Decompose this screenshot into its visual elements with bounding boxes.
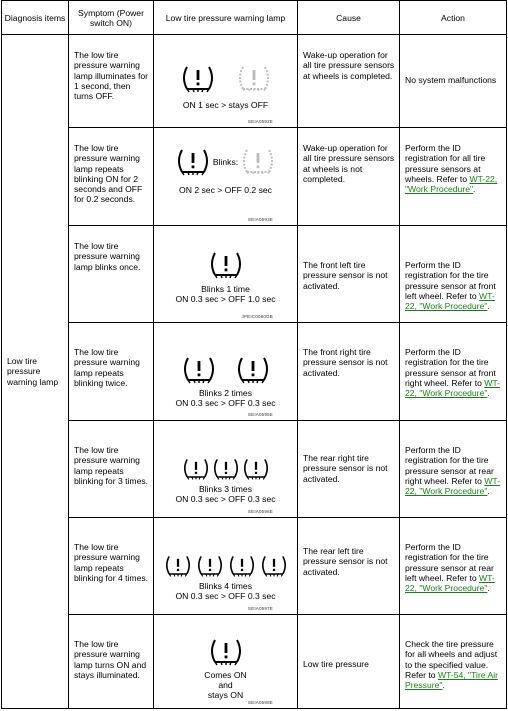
action-cell — [400, 128, 507, 226]
lamp-caption-timing: ON 0.3 sec > OFF 1.0 sec — [175, 294, 276, 304]
lamp-cell — [154, 226, 298, 323]
action-cell — [400, 615, 507, 709]
tpms-warning-lamp-icon — [209, 250, 243, 280]
figure-code: SEIA0598E — [247, 700, 273, 705]
lamp-cell — [154, 615, 298, 709]
symptom-cell: The low tire pressure warning lamp repeats blinking for 4 times. — [69, 518, 154, 615]
lamp-caption-stays: stays ON — [207, 690, 244, 700]
action-end: . — [487, 301, 490, 312]
tpms-warning-lamp-icon — [213, 457, 239, 481]
lamp-caption: Blinks 4 times — [198, 581, 252, 591]
symptom-cell: The low tire pressure warning lamp illuminates for 1 second, then turns OFF. — [69, 35, 154, 128]
symptom-cell: The low tire pressure warning lamp turns ON and stays illuminated. — [69, 615, 154, 709]
lamp-caption-timing: ON 0.3 sec > OFF 0.3 sec — [175, 591, 276, 601]
action-end: . — [487, 486, 490, 497]
action-end: . — [487, 583, 490, 594]
header-diagnosis-items: Diagnosis items — [2, 1, 69, 35]
tpms-warning-lamp-icon — [182, 355, 216, 385]
action-cell — [400, 323, 507, 421]
lamp-cell — [154, 128, 298, 226]
tpms-warning-lamp-icon — [165, 554, 191, 578]
blinks-label: Blinks: — [212, 156, 239, 167]
symptom-cell: The low tire pressure warning lamp repeats blinking ON for 2 seconds and OFF for 0.2 seconds. — [69, 128, 154, 226]
reference-link[interactable]: WT-22, "Work Procedure" — [405, 377, 501, 399]
diagnosis-table — [1, 0, 507, 709]
reference-link[interactable]: WT-22, "Work Procedure" — [405, 572, 495, 594]
action-end: . — [473, 184, 476, 195]
action-text: Perform the ID registration for the tire pressure sensor at front right wheel. Refer to — [405, 347, 496, 388]
lamp-cell — [154, 421, 298, 518]
tpms-warning-lamp-icon — [209, 637, 243, 667]
cause-cell: The front left tire pressure sensor is not activated. — [298, 226, 400, 323]
tpms-warning-lamp-icon — [261, 554, 287, 578]
cause-cell: The rear left tire pressure sensor is not activated. — [298, 518, 400, 615]
action-text: No system malfunctions — [405, 75, 497, 85]
tpms-warning-lamp-off-icon — [241, 147, 275, 177]
table-row — [2, 226, 507, 323]
header-lamp: Low tire pressure warning lamp — [154, 1, 298, 35]
figure-code: SEIA0593E — [247, 217, 273, 222]
table-row — [2, 35, 507, 128]
action-cell — [400, 226, 507, 323]
tpms-warning-lamp-icon — [181, 64, 215, 94]
figure-code: SEIA0597E — [247, 606, 273, 611]
tpms-warning-lamp-icon — [243, 457, 269, 481]
cause-cell: The front right tire pressure sensor is not activated. — [298, 323, 400, 421]
cause-cell: Low tire pressure — [298, 615, 400, 709]
figure-code: JPEIC0060GB — [241, 314, 273, 319]
lamp-caption: Blinks 1 time — [201, 284, 250, 294]
action-cell — [400, 518, 507, 615]
lamp-caption: ON 1 sec > stays OFF — [182, 100, 269, 110]
tpms-warning-lamp-icon — [176, 147, 210, 177]
table-row — [2, 421, 507, 518]
figure-code: SEIA0595E — [247, 412, 273, 417]
lamp-cell — [154, 323, 298, 421]
lamp-caption: Comes ON — [204, 670, 247, 680]
action-cell — [400, 421, 507, 518]
action-text: Perform the ID registration for the tire pressure sensor at rear left wheel. Refer to — [405, 542, 494, 583]
diagnosis-item-cell: Low tire pressure warning lamp — [2, 35, 69, 709]
cause-cell: Wake-up operation for all tire pressure sensors at wheels is not completed. — [298, 128, 400, 226]
table-row — [2, 518, 507, 615]
header-row — [2, 1, 507, 35]
action-text: Perform the ID registration for all tire pressure sensors at wheels. Refer to — [405, 143, 486, 184]
reference-link[interactable]: WT-22, "Work Procedure" — [405, 173, 498, 195]
lamp-caption-and: and — [218, 680, 233, 690]
action-text: Perform the ID registration for the tire pressure sensor at front left wheel. Refer to — [405, 260, 496, 301]
header-symptom: Symptom (Power switch ON) — [69, 1, 154, 35]
lamp-cell — [154, 518, 298, 615]
lamp-caption-timing: ON 0.3 sec > OFF 0.3 sec — [175, 398, 276, 408]
tpms-warning-lamp-icon — [197, 554, 223, 578]
tpms-warning-lamp-off-icon — [237, 64, 271, 94]
action-text: Check the tire pressure for all wheels and adjust to the specified value. Refer to — [405, 639, 498, 680]
reference-link[interactable]: WT-22, "Work Procedure" — [405, 475, 501, 497]
tpms-warning-lamp-icon — [236, 355, 270, 385]
lamp-caption: Blinks 2 times — [198, 388, 252, 398]
table-row — [2, 615, 507, 709]
symptom-cell: The low tire pressure warning lamp repeats blinking twice. — [69, 323, 154, 421]
lamp-caption: ON 2 sec > OFF 0.2 sec — [179, 185, 272, 195]
action-text: Perform the ID registration for the tire pressure sensor at rear right wheel. Refer to — [405, 445, 494, 486]
symptom-cell: The low tire pressure warning lamp repeats blinking for 3 times. — [69, 421, 154, 518]
lamp-caption: Blinks 3 times — [198, 484, 252, 494]
lamp-cell — [154, 35, 298, 128]
tpms-warning-lamp-icon — [229, 554, 255, 578]
cause-cell: The rear right tire pressure sensor is not activated. — [298, 421, 400, 518]
tpms-warning-lamp-icon — [183, 457, 209, 481]
figure-code: SEIA0592E — [247, 119, 273, 124]
cause-cell: Wake-up operation for all tire pressure sensors at wheels is completed. — [298, 35, 400, 128]
action-end: . — [442, 680, 445, 691]
action-end: . — [487, 388, 490, 399]
table-row — [2, 128, 507, 226]
action-cell — [400, 35, 507, 128]
reference-link[interactable]: WT-54, "Tire Air Pressure" — [405, 669, 498, 691]
lamp-caption-timing: ON 0.3 sec > OFF 0.3 sec — [175, 494, 276, 504]
header-action: Action — [400, 1, 507, 35]
symptom-cell: The low tire pressure warning lamp blinks once. — [69, 226, 154, 323]
figure-code: SEIA0596E — [247, 509, 273, 514]
reference-link[interactable]: WT-22, "Work Procedure" — [405, 290, 495, 312]
table-row — [2, 323, 507, 421]
header-cause: Cause — [298, 1, 400, 35]
